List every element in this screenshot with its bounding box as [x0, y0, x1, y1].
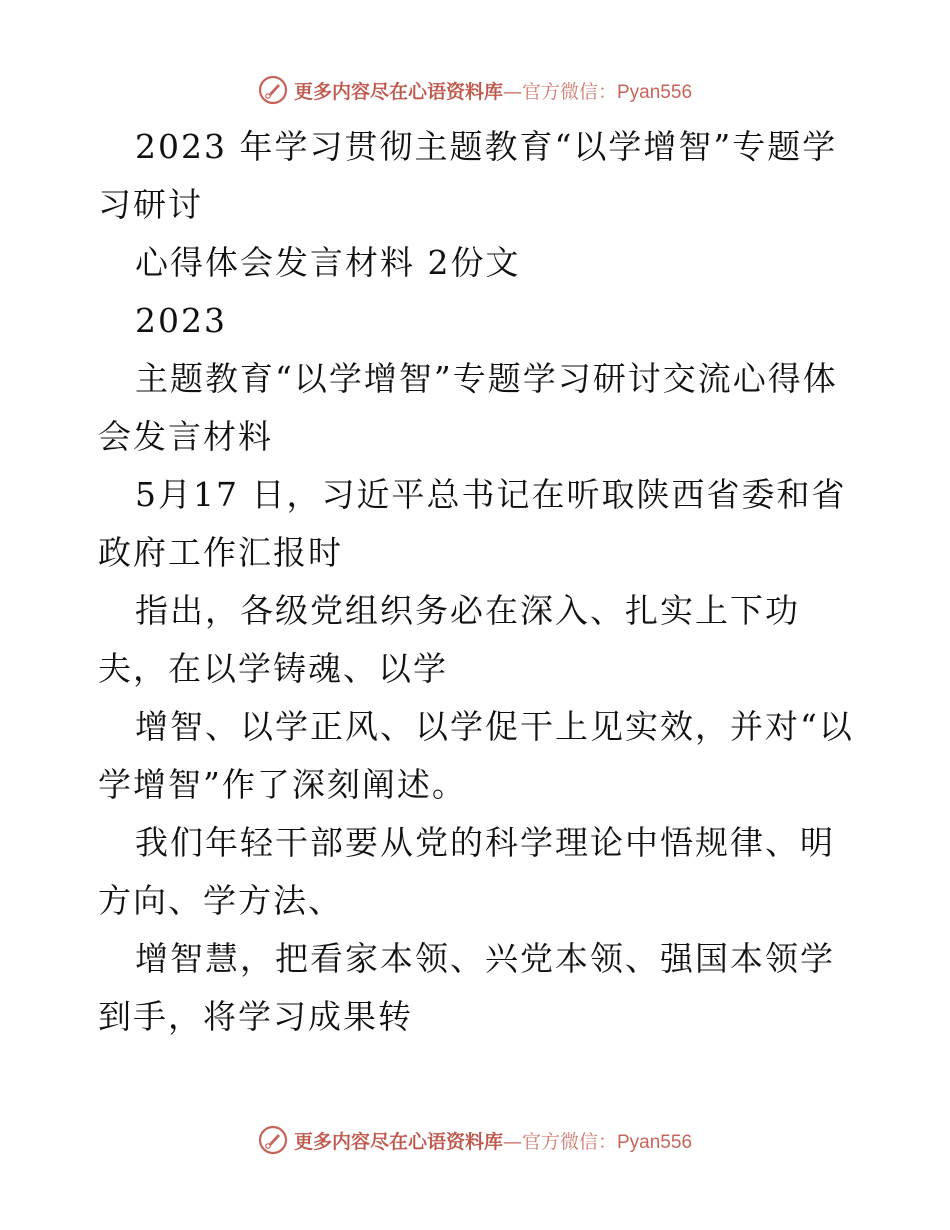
document-body — [98, 118, 858, 1046]
paragraph-body: 增智、以学正风、以学促干上见实效，并对“以学增智”作了深刻阐述。 — [98, 707, 854, 804]
watermark-label: 官方微信： — [521, 1130, 617, 1153]
pen-nib-logo-icon — [258, 75, 288, 105]
footer-watermark — [0, 1120, 950, 1160]
paragraph-heading: 主题教育“以学增智”专题学习研讨交流心得体会发言材料 — [98, 359, 838, 456]
paragraph-body: 指出，各级党组织务必在深入、扎实上下功夫，在以学铸魂、以学 — [98, 591, 800, 688]
paragraph-body: 我们年轻干部要从党的科学理论中悟规律、明方向、学方法、 — [98, 823, 835, 920]
pen-nib-logo-icon — [258, 1125, 288, 1155]
watermark-id: Pyan556 — [617, 81, 693, 103]
watermark-separator: — — [502, 80, 522, 103]
paragraph-body: 增智慧，把看家本领、兴党本领、强国本领学到手，将学习成果转 — [98, 939, 835, 1036]
watermark-id: Pyan556 — [617, 1131, 693, 1153]
paragraph-year: 2023 — [135, 301, 227, 340]
watermark-brand: 更多内容尽在心语资料库 — [293, 80, 503, 103]
watermark-label: 官方微信： — [521, 80, 617, 103]
paragraph-title-line: 2023 年学习贯彻主题教育“以学增智”专题学习研讨 — [98, 127, 838, 224]
paragraph-body: 5月17 日，习近平总书记在听取陕西省委和省政府工作汇报时 — [98, 475, 847, 572]
watermark-brand: 更多内容尽在心语资料库 — [293, 1130, 503, 1153]
paragraph-subtitle: 心得体会发言材料 2份文 — [135, 243, 521, 282]
header-watermark — [0, 70, 950, 110]
watermark-separator: — — [502, 1130, 522, 1153]
